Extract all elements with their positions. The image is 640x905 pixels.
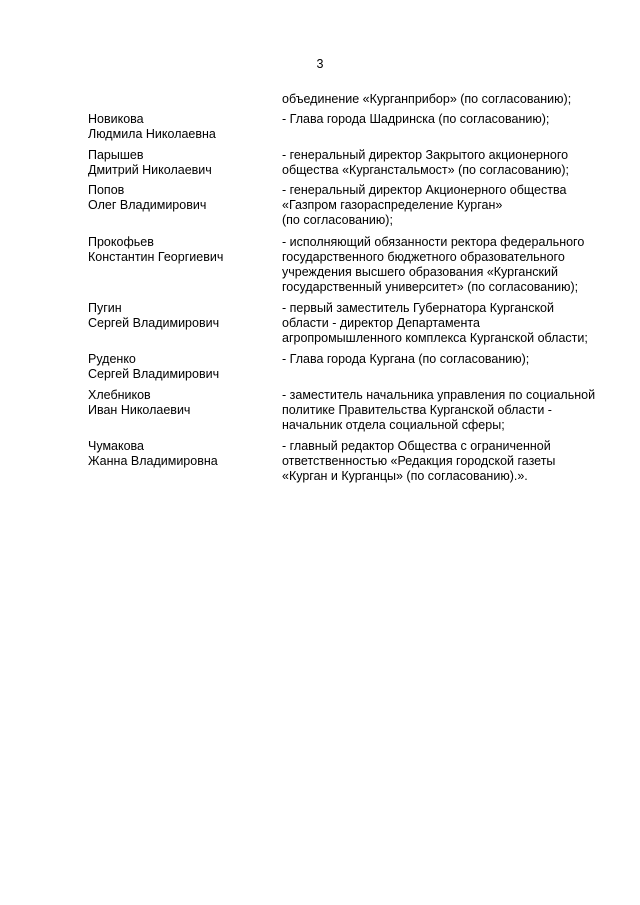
position-line: государственного бюджетного образовательного [282, 250, 565, 264]
position-line: государственный университет» (по согласованию); [282, 280, 579, 294]
member-surname: Прокофьев [88, 235, 154, 249]
member-position [282, 183, 622, 228]
position-line: «Газпром газораспределение Курган» [282, 198, 503, 212]
member-surname: Новикова [88, 112, 144, 126]
member-given-name: Сергей Владимирович [88, 316, 220, 330]
member-name [88, 183, 273, 213]
member-position [282, 352, 622, 367]
member-given-name: Иван Николаевич [88, 403, 191, 417]
member-surname: Чумакова [88, 439, 144, 453]
position-line: - генеральный директор Акционерного общества [282, 183, 567, 197]
member-position [282, 301, 622, 346]
position-line: - генеральный директор Закрытого акционерного [282, 148, 569, 162]
member-position [282, 388, 622, 433]
position-line: «Курган и Курганцы» (по согласованию).». [282, 469, 528, 483]
position-line: (по согласованию); [282, 213, 393, 227]
position-line: общества «Курганстальмост» (по согласованию); [282, 163, 569, 177]
position-line: ответственностью «Редакция городской газеты [282, 454, 556, 468]
member-name [88, 439, 273, 469]
member-given-name: Олег Владимирович [88, 198, 207, 212]
member-given-name: Жанна Владимировна [88, 454, 218, 468]
member-surname: Хлебников [88, 388, 151, 402]
member-surname: Руденко [88, 352, 136, 366]
member-name [88, 352, 273, 382]
member-given-name: Константин Георгиевич [88, 250, 224, 264]
continuation-text: объединение «Курганприбор» (по согласованию); [282, 92, 572, 106]
position-line: политике Правительства Курганской области - [282, 403, 552, 417]
member-given-name: Дмитрий Николаевич [88, 163, 212, 177]
position-line: - первый заместитель Губернатора Курганской [282, 301, 554, 315]
member-position [282, 439, 622, 484]
member-position [282, 148, 622, 178]
member-given-name: Сергей Владимирович [88, 367, 220, 381]
position-line: учреждения высшего образования «Курганский [282, 265, 558, 279]
member-surname: Парышев [88, 148, 144, 162]
position-line: области - директор Департамента [282, 316, 480, 330]
member-name [88, 148, 273, 178]
member-surname: Пугин [88, 301, 122, 315]
position-line: - Глава города Кургана (по согласованию); [282, 352, 530, 366]
position-line: - главный редактор Общества с ограниченной [282, 439, 551, 453]
member-surname: Попов [88, 183, 125, 197]
member-name [88, 301, 273, 331]
position-line: агропромышленного комплекса Курганской области; [282, 331, 588, 345]
position-line: - исполняющий обязанности ректора федерального [282, 235, 585, 249]
member-position [282, 235, 622, 295]
position-line: начальник отдела социальной сферы; [282, 418, 505, 432]
member-name [88, 112, 273, 142]
member-name [88, 388, 273, 418]
member-name [88, 235, 273, 265]
position-line: - Глава города Шадринска (по согласованию); [282, 112, 550, 126]
page-number: 3 [316, 57, 324, 71]
position-line: - заместитель начальника управления по социальной [282, 388, 596, 402]
member-position [282, 112, 622, 127]
member-given-name: Людмила Николаевна [88, 127, 216, 141]
